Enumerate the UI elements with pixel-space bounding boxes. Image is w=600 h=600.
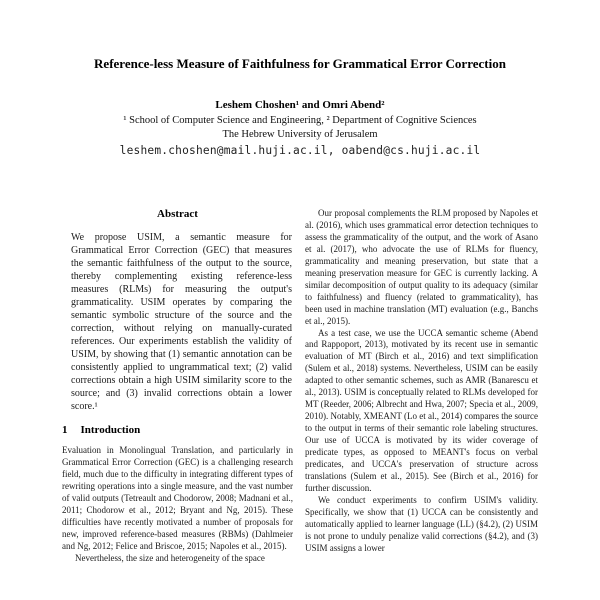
university-line: The Hebrew University of Jerusalem [222, 128, 378, 140]
right-paragraph-3: We conduct experiments to confirm USIM's validity. Specifically, we show that (1) UCCA can be consistently and automatically applied to learner language (LL) (§4.2), (2) USIM is not prone to unduly penalize valid corrections (§4.2), and (3) USIM assigns a lower [305, 494, 538, 553]
abstract-heading: Abstract [157, 208, 198, 220]
section-number: 1 [62, 424, 68, 436]
authors-line: Leshem Choshen¹ and Omri Abend² [215, 99, 385, 111]
left-column [62, 208, 293, 565]
section-title: Introduction [80, 424, 141, 436]
intro-paragraph-2: Nevertheless, the size and heterogeneity of the space [75, 552, 265, 563]
introduction-heading [62, 424, 293, 437]
two-column-body [62, 208, 538, 565]
author-emails: leshem.choshen@mail.huji.ac.il, oabend@cs.huji.ac.il [119, 144, 481, 157]
paper-title: Reference-less Measure of Faithfulness for Grammatical Error Correction [94, 56, 506, 71]
paper-header [62, 56, 538, 158]
abstract-text: We propose USIM, a semantic measure for Grammatical Error Correction (GEC) that measures the semantic faithfulness of the output to the source, thereby complementing existing reference-less measures (RLMs) for measuring the output's grammaticality. USIM operates by comparing the semantic symbolic structure of the source and the correction, without relying on manually-curated references. Our experiments establish the validity of USIM, by showing that (1) semantic annotation can be consistently applied to ungrammatical text; (2) valid corrections obtain a high USIM similarity score to the source; and (3) invalid corrections obtain a lower score.¹ [71, 232, 292, 412]
intro-paragraph-1: Evaluation in Monolingual Translation, and particularly in Grammatical Error Correction (GEC) is a challenging research field, much due to the difficulty in integrating different types of rewriting operations into a single measure, and the vast number of valid outputs (Tetreault and Chodorow, 2008; Madnani et al., 2011; Chodorow et al., 2012; Bryant and Ng, 2015). These difficulties have recently motivated a number of proposals for new, improved reference-based measures (RBMs) (Dahlmeier and Ng, 2012; Felice and Briscoe, 2015; Napoles et al., 2015). [62, 445, 293, 551]
affiliations-line: ¹ School of Computer Science and Engineering, ² Department of Cognitive Sciences [123, 115, 477, 126]
right-paragraph-1: Our proposal complements the RLM proposed by Napoles et al. (2016), which uses grammatical error detection techniques to assess the grammaticality of the output, and the work of Asano et al. (2017), who advocate the use of RLMs for fluency, grammaticality and meaning preservation, but state that a meaning preservation measure for GEC is currently lacking. A similar decomposition of output quality to its adequacy (similar to faithfulness) and fluency (related to grammaticality), has been used in machine translation (MT) evaluation (e.g., Banchs et al., 2015). [305, 208, 538, 326]
right-paragraph-2: As a test case, we use the UCCA semantic scheme (Abend and Rappoport, 2013), motivated by its recent use in semantic evaluation of MT (Birch et al., 2016) and text simplification (Sulem et al., 2018) systems. Nevertheless, USIM can be easily adapted to other semantic schemes, such as AMR (Banarescu et al., 2013). USIM is conceptually related to RLMs developed for MT (Reeder, 2006; Albrecht and Hwa, 2007; Specia et al., 2009, 2010). Notably, XMEANT (Lo et al., 2014) compares the source to the output in terms of their semantic role labeling structures. Our use of UCCA is motivated by its wider coverage of predicate types, as opposed to MEANT's focus on verbal predicates, and UCCA's preservation of structure across translations (Sulem et al., 2015). See (Birch et al., 2016) for further discussion. [305, 327, 538, 493]
right-column [305, 208, 538, 555]
